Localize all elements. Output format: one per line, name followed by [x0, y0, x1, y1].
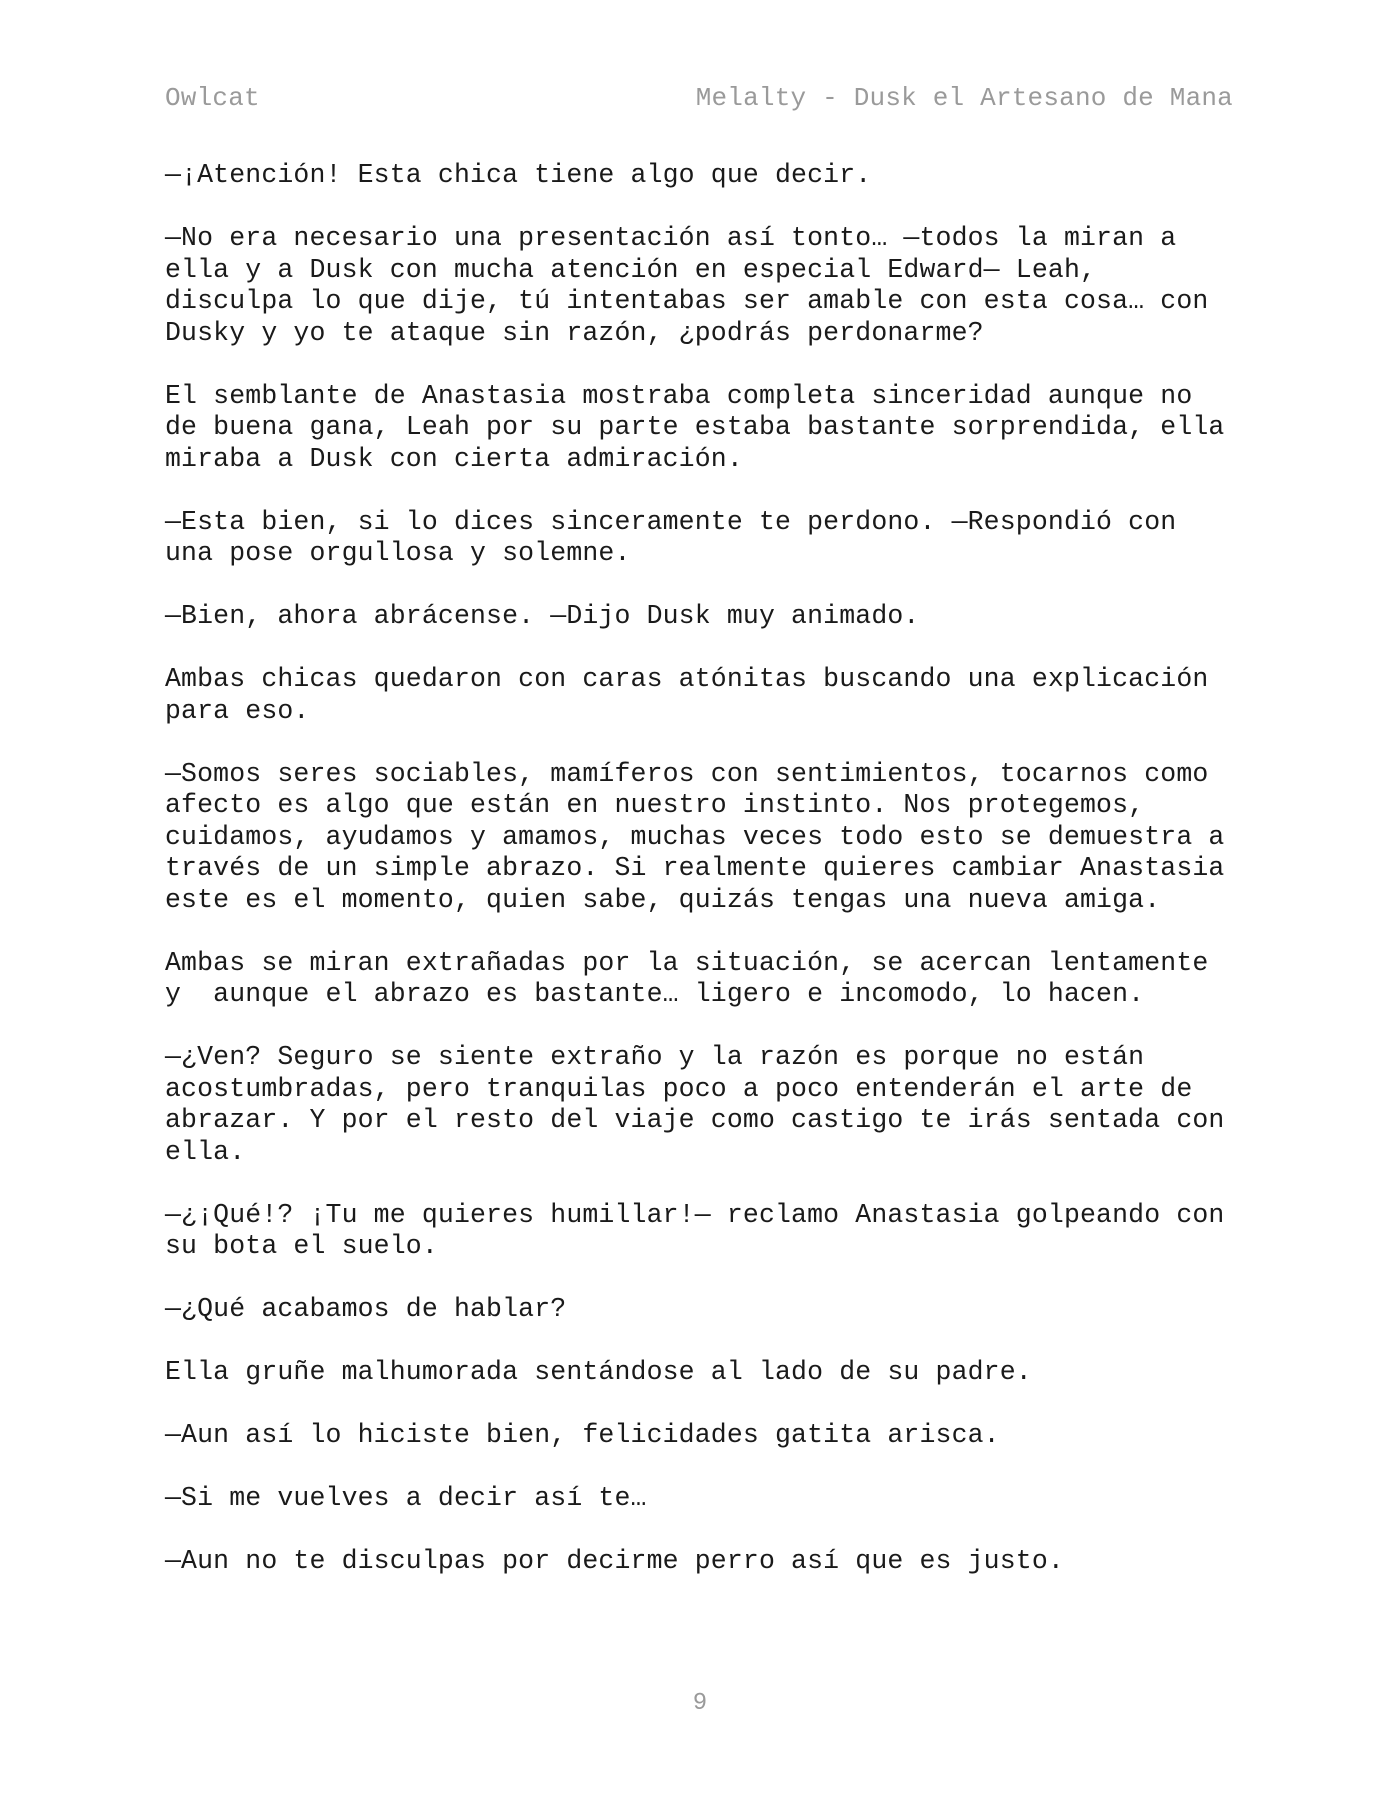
- header-author: Owlcat: [165, 83, 260, 113]
- paragraph: —¿Qué acabamos de hablar?: [165, 1294, 567, 1324]
- paragraph: —¡Atención! Esta chica tiene algo que decir.: [165, 160, 872, 190]
- page-body: [165, 160, 1240, 1609]
- paragraph: —¿Ven? Seguro se siente extraño y la razón es porque no están acostumbradas, pero tranquilas poco a poco entenderán el arte de abrazar. Y por el resto del viaje como castigo te irás sentada con ella.: [165, 1042, 1241, 1167]
- paragraph: El semblante de Anastasia mostraba completa sinceridad aunque no de buena gana, Leah por su parte estaba bastante sorprendida, ella miraba a Dusk con cierta admiración.: [165, 380, 1241, 474]
- paragraph: —No era necesario una presentación así tonto… —todos la miran a ella y a Dusk con mucha atención en especial Edward— Leah, disculpa lo que dije, tú intentabas ser amable con esta cosa… con Dusky y yo te ataque sin razón, ¿podrás perdonarme?: [165, 223, 1225, 348]
- paragraph: Ambas se miran extrañadas por la situación, se acercan lentamente y aunque el abrazo es bastante… ligero e incomodo, lo hacen.: [165, 947, 1225, 1009]
- paragraph: Ella gruñe malhumorada sentándose al lado de su padre.: [165, 1357, 1032, 1387]
- paragraph: —Aun no te disculpas por decirme perro así que es justo.: [165, 1546, 1064, 1576]
- paragraph: —Aun así lo hiciste bien, felicidades gatita arisca.: [165, 1420, 1000, 1450]
- header-title: Melalty - Dusk el Artesano de Mana: [695, 83, 1233, 113]
- paragraph: —Somos seres sociables, mamíferos con sentimientos, tocarnos como afecto es algo que están en nuestro instinto. Nos protegemos, cuidamos, ayudamos y amamos, muchas veces todo esto se demuestra a través de un simple abrazo. Si realmente quieres cambiar Anastasia este es el momento, quien sabe, quizás tengas una nueva amiga.: [165, 758, 1241, 915]
- paragraph: —Bien, ahora abrácense. —Dijo Dusk muy animado.: [165, 601, 920, 631]
- page-number: 9: [692, 1690, 708, 1717]
- page-header: [165, 80, 1233, 116]
- paragraph: Ambas chicas quedaron con caras atónitas buscando una explicación para eso.: [165, 664, 1225, 726]
- paragraph: —¿¡Qué!? ¡Tu me quieres humillar!— reclamo Anastasia golpeando con su bota el suelo.: [165, 1199, 1241, 1261]
- paragraph: —Si me vuelves a decir así te…: [165, 1483, 647, 1513]
- paragraph: —Esta bien, si lo dices sinceramente te perdono. —Respondió con una pose orgullosa y solemne.: [165, 506, 1193, 568]
